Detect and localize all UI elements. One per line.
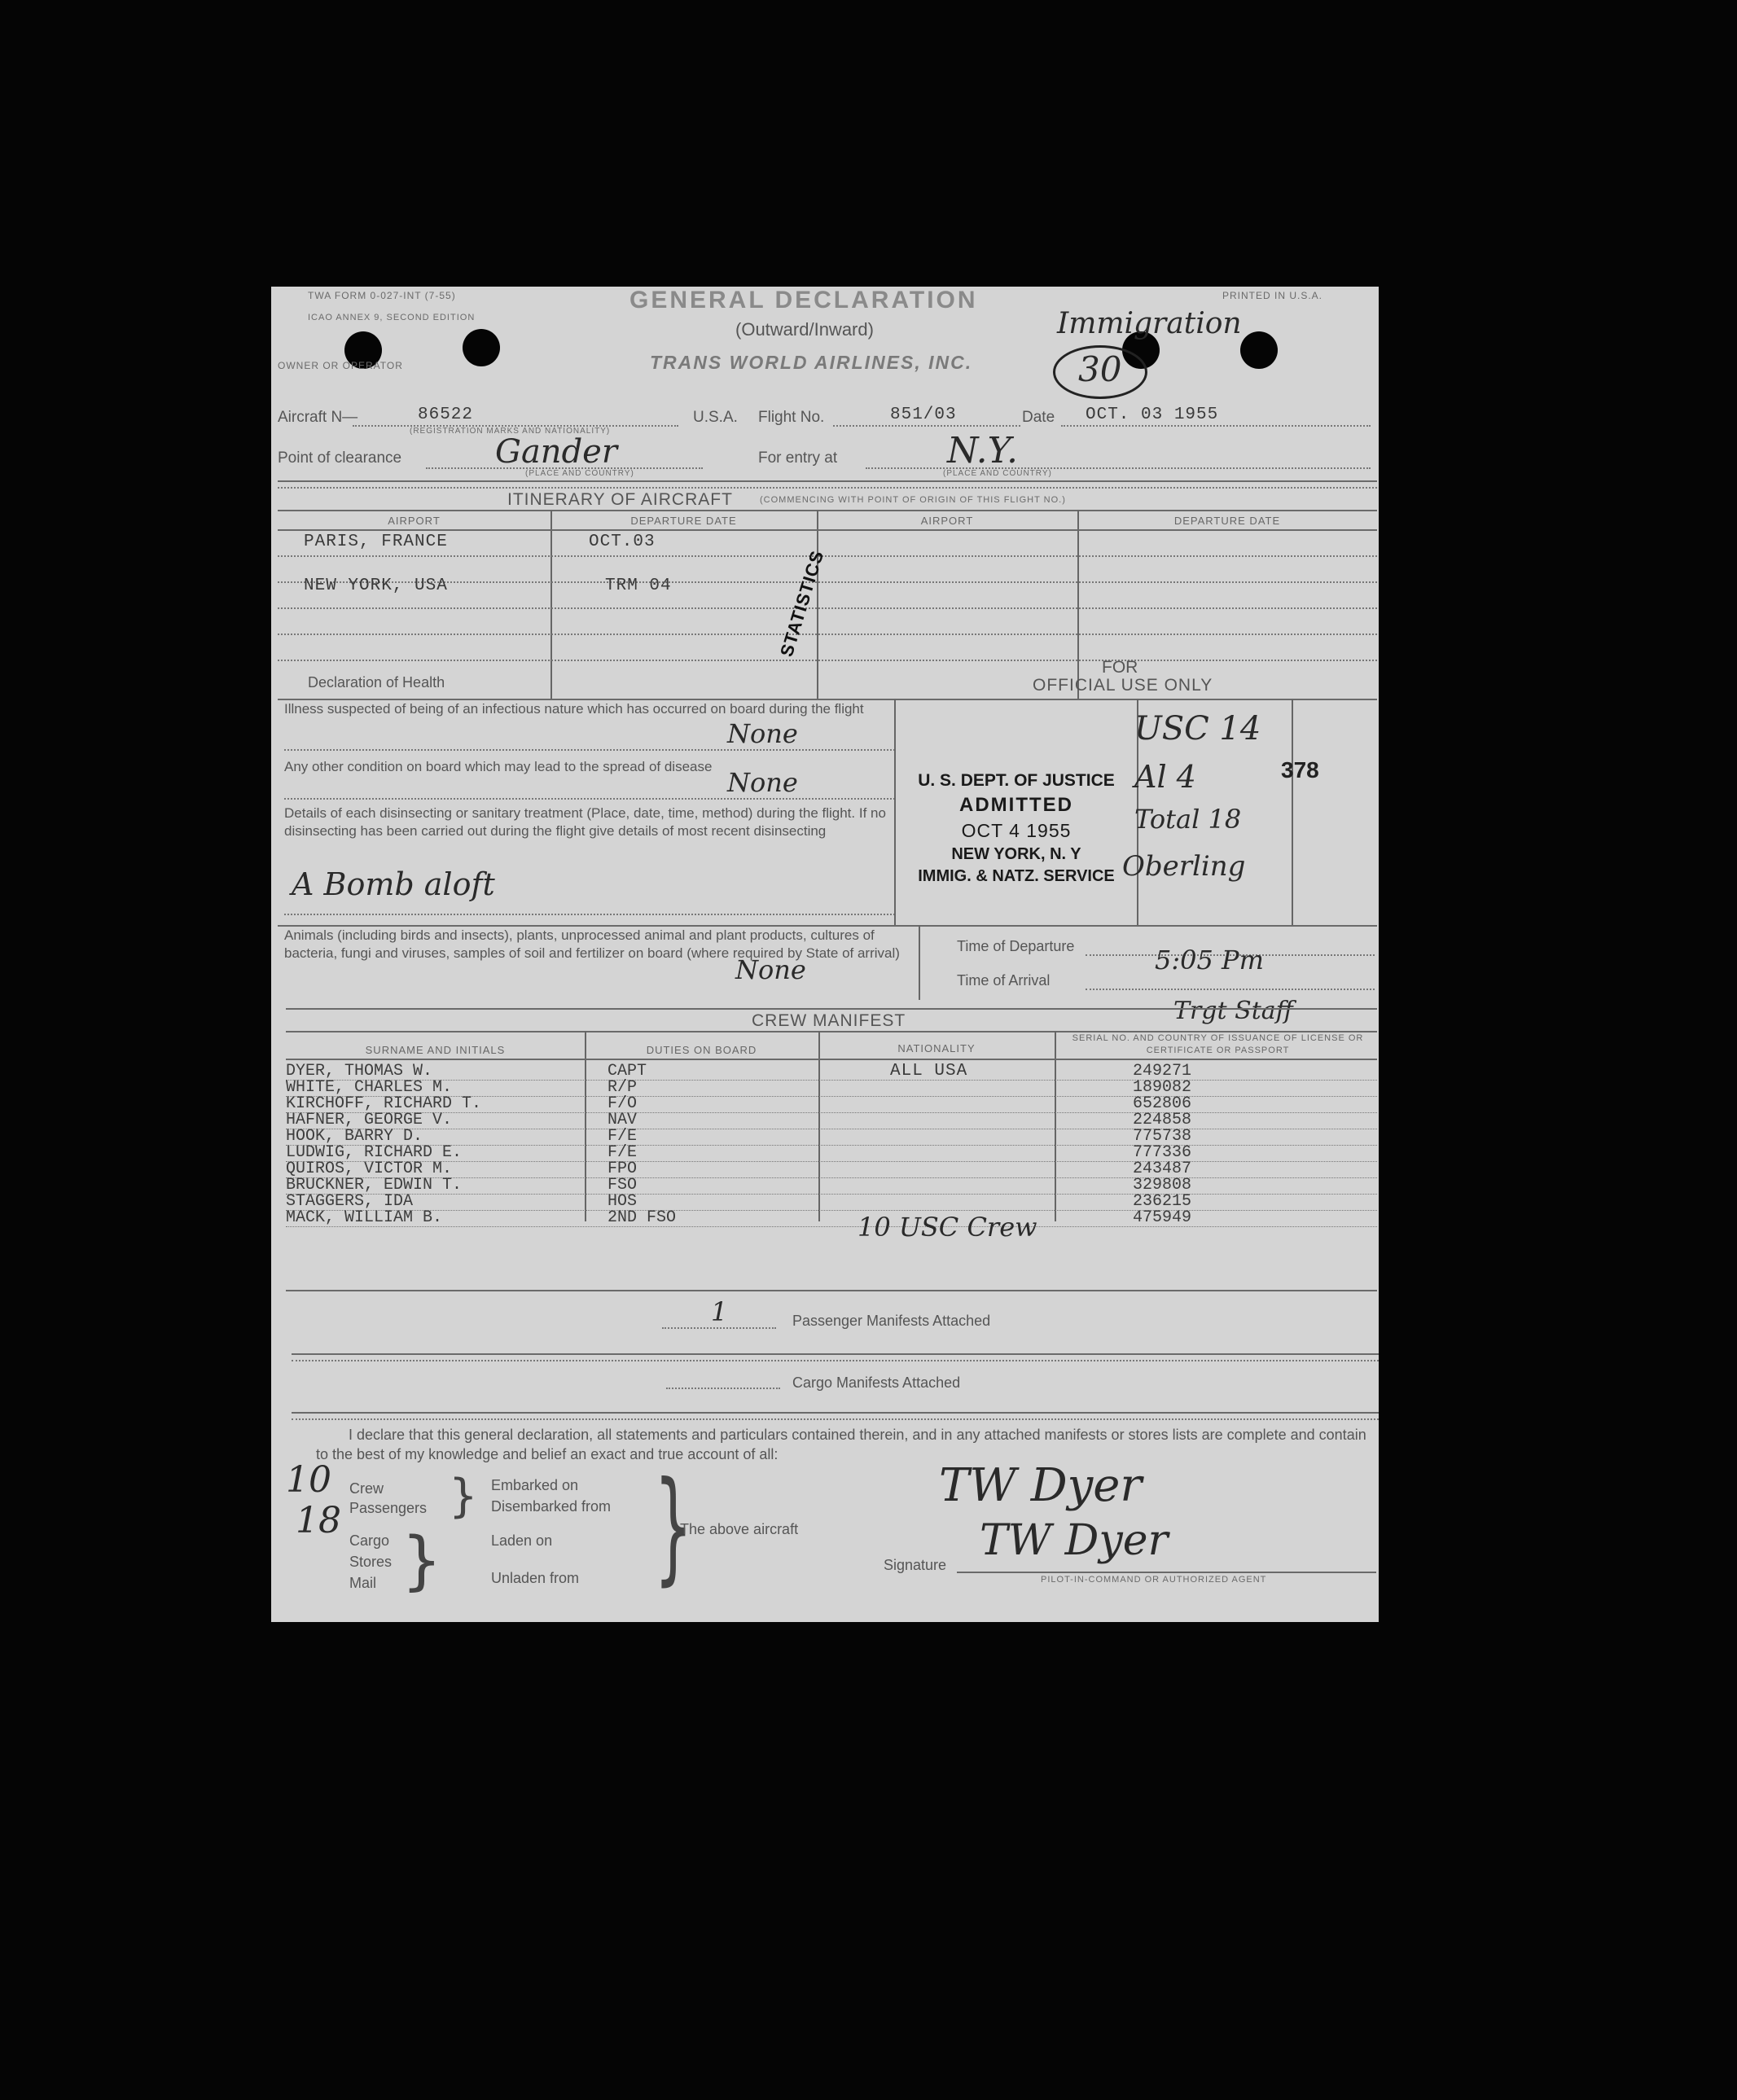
crew-name: HAFNER, GEORGE V.	[286, 1111, 453, 1129]
health-other-text: Any other condition on board which may lead to the spread of disease	[284, 759, 713, 774]
arrival-time-label: Time of Arrival	[957, 972, 1051, 989]
passenger-manifest-label: Passenger Manifests Attached	[792, 1313, 991, 1329]
crew-duty: R/P	[608, 1078, 638, 1097]
rule	[894, 699, 896, 925]
health-disinsect-text: Details of each disinsecting or sanitary treatment (Place, date, time, method) during the flight. If no disinsecting has been carried out during the flight give details of most recent disinsecting	[284, 805, 886, 839]
official-heading-1: FOR	[1102, 658, 1138, 677]
rule	[278, 510, 1377, 511]
crew-duty: F/E	[608, 1143, 638, 1162]
rule	[292, 1360, 1379, 1361]
crew-serial: 224858	[1133, 1111, 1192, 1129]
admitted-stamp	[906, 771, 1126, 886]
crew-col-nationality: NATIONALITY	[897, 1042, 976, 1054]
statistics-stamp: STATISTICS	[776, 547, 828, 660]
crew-duty: F/E	[608, 1127, 638, 1146]
rule	[817, 510, 818, 699]
itinerary-col-airport: AIRPORT	[388, 515, 441, 527]
stamp-line-1: U. S. DEPT. OF JUSTICE	[918, 771, 1115, 790]
crew-serial: 777336	[1133, 1143, 1192, 1162]
passenger-manifest-count: 1	[711, 1296, 728, 1327]
times-note: Trgt Staff	[1173, 997, 1293, 1025]
itinerary-heading: ITINERARY OF AIRCRAFT	[507, 490, 733, 509]
owner-label: OWNER OR OPERATOR	[278, 360, 403, 371]
clearance-value: Gander	[495, 433, 617, 471]
crew-serial: 775738	[1133, 1127, 1192, 1146]
crew-duty: FSO	[608, 1176, 638, 1195]
itinerary-airport-2: NEW YORK, USA	[304, 577, 448, 595]
itinerary-date-2: TRM 04	[605, 577, 672, 595]
circled-number-text: 30	[1078, 349, 1122, 389]
crew-name: STAGGERS, IDA	[286, 1192, 414, 1211]
crew-nationality-all: ALL USA	[890, 1062, 968, 1081]
arrival-time-value: 5:05 Pm	[1155, 945, 1264, 975]
clearance-label: Point of clearance	[278, 449, 402, 467]
crew-serial: 475949	[1133, 1208, 1192, 1227]
label-passengers: Passengers	[349, 1500, 428, 1516]
label-laden: Laden on	[491, 1532, 553, 1549]
place-note-1: (PLACE AND COUNTRY)	[525, 469, 634, 478]
crew-name: KIRCHOFF, RICHARD T.	[286, 1094, 482, 1113]
brace: }	[449, 1470, 478, 1523]
rule	[292, 1412, 1379, 1414]
entry-label: For entry at	[758, 449, 838, 467]
cargo-manifest-label: Cargo Manifests Attached	[792, 1374, 961, 1391]
rule	[1077, 510, 1079, 699]
itinerary-col-departure-2: DEPARTURE DATE	[1173, 515, 1281, 527]
rule	[286, 1059, 1377, 1060]
entry-line	[866, 467, 1371, 469]
form-title: GENERAL DECLARATION	[629, 287, 978, 313]
flight-no-label: Flight No.	[758, 409, 825, 426]
row-rule	[286, 1226, 1377, 1227]
crew-heading: CREW MANIFEST	[752, 1011, 906, 1030]
rule	[278, 660, 1377, 661]
official-number: 378	[1281, 757, 1319, 783]
rule	[278, 607, 1377, 609]
crew-duty: NAV	[608, 1111, 638, 1129]
rule	[286, 1008, 1377, 1010]
date-line	[1061, 425, 1371, 427]
label-disembarked: Disembarked from	[491, 1498, 612, 1515]
stamp-line-4: NEW YORK, N. Y	[951, 845, 1081, 863]
crew-duty: F/O	[608, 1094, 638, 1113]
label-crew: Crew	[349, 1480, 384, 1497]
crew-serial: 236215	[1133, 1192, 1192, 1211]
rule	[1292, 699, 1293, 925]
rule	[278, 487, 1377, 489]
official-note-2: Al 4	[1134, 759, 1196, 795]
form-code: TWA FORM 0-027-INT (7-55)	[308, 290, 456, 301]
label-unladen: Unladen from	[491, 1570, 580, 1586]
flight-no-value: 851/03	[890, 406, 957, 424]
handwritten-header: Immigration	[1057, 307, 1242, 340]
health-other-value: None	[727, 767, 798, 798]
stamp-line-5: IMMIG. & NATZ. SERVICE	[918, 867, 1115, 885]
aircraft-label: Aircraft N—	[278, 409, 358, 426]
itinerary-col-airport-2: AIRPORT	[920, 515, 974, 527]
registration-note: (REGISTRATION MARKS AND NATIONALITY)	[410, 427, 611, 436]
label-above-aircraft: The above aircraft	[680, 1521, 799, 1537]
label-mail: Mail	[349, 1575, 377, 1591]
label-stores: Stores	[349, 1554, 393, 1570]
crew-col-serial: SERIAL NO. AND COUNTRY OF ISSUANCE OF LICENSE OR CERTIFICATE OR PASSPORT	[1072, 1033, 1364, 1055]
rule	[292, 1353, 1379, 1355]
itinerary-airport-1: PARIS, FRANCE	[304, 533, 448, 551]
health-illness-text: Illness suspected of being of an infectious nature which has occurred on board during the flight	[284, 701, 864, 717]
rule	[278, 634, 1377, 635]
stamp-line-3: OCT 4 1955	[961, 820, 1072, 841]
operator-name: TRANS WORLD AIRLINES, INC.	[650, 352, 973, 373]
rule	[550, 510, 552, 699]
passenger-count: 18	[296, 1500, 341, 1541]
signature-label: Signature	[884, 1557, 947, 1573]
signature-note: PILOT-IN-COMMAND OR AUTHORIZED AGENT	[1041, 1575, 1267, 1585]
crew-handwritten-note: 10 USC Crew	[858, 1212, 1037, 1243]
label-embarked: Embarked on	[491, 1477, 579, 1493]
printed-note: PRINTED IN U.S.A.	[1222, 290, 1323, 301]
crew-serial: 652806	[1133, 1094, 1192, 1113]
declaration-form	[271, 287, 1379, 1622]
icao-note: ICAO ANNEX 9, SECOND EDITION	[308, 313, 476, 322]
rule	[919, 925, 920, 1000]
crew-serial: 249271	[1133, 1062, 1192, 1081]
health-illness-value: None	[727, 718, 798, 749]
itinerary-col-departure: DEPARTURE DATE	[630, 515, 737, 527]
rule	[666, 1388, 780, 1389]
crew-serial: 243487	[1133, 1160, 1192, 1178]
crew-name: MACK, WILLIAM B.	[286, 1208, 443, 1227]
punch-hole	[1240, 331, 1278, 369]
circled-number	[1053, 345, 1147, 399]
signature-line	[957, 1572, 1376, 1573]
punch-hole	[463, 329, 500, 366]
declaration-text: I declare that this general declaration, all statements and particulars contained therein, and in any attached manifests or stores lists are complete and contain to the best of my knowledge and belief an exact and true account of all:	[316, 1427, 1366, 1462]
crew-name: QUIROS, VICTOR M.	[286, 1160, 453, 1178]
itinerary-date-1: OCT.03	[589, 533, 656, 551]
date-label: Date	[1022, 409, 1055, 426]
stamp-line-2: ADMITTED	[959, 794, 1073, 816]
crew-col-name: SURNAME AND INITIALS	[365, 1044, 506, 1056]
itinerary-heading-note: (COMMENCING WITH POINT OF ORIGIN OF THIS FLIGHT NO.)	[760, 495, 1066, 505]
brace: }	[654, 1456, 693, 1598]
official-note-4: Oberling	[1122, 850, 1246, 883]
crew-count: 10	[286, 1459, 331, 1501]
rule	[278, 529, 1377, 531]
rule	[284, 798, 895, 800]
flight-no-line	[833, 425, 1020, 427]
place-note-2: (PLACE AND COUNTRY)	[943, 469, 1052, 478]
health-disinsect-value: A Bomb aloft	[292, 866, 495, 902]
official-note-1: USC 14	[1134, 710, 1261, 747]
crew-name: HOOK, BARRY D.	[286, 1127, 423, 1146]
health-title: Declaration of Health	[308, 674, 445, 691]
official-note-3: Total 18	[1134, 804, 1242, 835]
crew-duty: HOS	[608, 1192, 638, 1211]
label-cargo: Cargo	[349, 1532, 390, 1549]
crew-duty: 2ND FSO	[608, 1208, 677, 1227]
rule	[278, 480, 1377, 482]
official-heading-2: OFFICIAL USE ONLY	[1033, 676, 1213, 695]
nationality-label: U.S.A.	[693, 409, 738, 426]
crew-duty: FPO	[608, 1160, 638, 1178]
brace: }	[401, 1524, 442, 1598]
signature-1: TW Dyer	[939, 1459, 1143, 1512]
rule	[284, 749, 895, 751]
signature-2: TW Dyer	[980, 1516, 1169, 1565]
departure-time-label: Time of Departure	[957, 938, 1075, 954]
rule	[1086, 989, 1375, 990]
rule	[662, 1327, 776, 1329]
crew-duty: CAPT	[608, 1062, 647, 1081]
table-row	[286, 1208, 1377, 1229]
form-subtitle: (Outward/Inward)	[735, 319, 874, 340]
animals-value: None	[735, 954, 806, 985]
rule	[292, 1418, 1379, 1420]
rule	[286, 1290, 1377, 1291]
crew-name: DYER, THOMAS W.	[286, 1062, 433, 1081]
crew-name: WHITE, CHARLES M.	[286, 1078, 453, 1097]
crew-name: BRUCKNER, EDWIN T.	[286, 1176, 463, 1195]
crew-serial: 189082	[1133, 1078, 1192, 1097]
aircraft-value: 86522	[418, 406, 474, 424]
animals-text: Animals (including birds and insects), plants, unprocessed animal and plant products, cultures of bacteria, fungi and viruses, samples of soil and fertilizer on board (where required by State of arrival)	[284, 927, 900, 961]
crew-col-duties: DUTIES ON BOARD	[646, 1044, 757, 1056]
rule	[284, 914, 895, 915]
crew-serial: 329808	[1133, 1176, 1192, 1195]
date-value: OCT. 03 1955	[1086, 406, 1219, 424]
crew-name: LUDWIG, RICHARD E.	[286, 1143, 463, 1162]
entry-value: N.Y.	[947, 430, 1019, 471]
